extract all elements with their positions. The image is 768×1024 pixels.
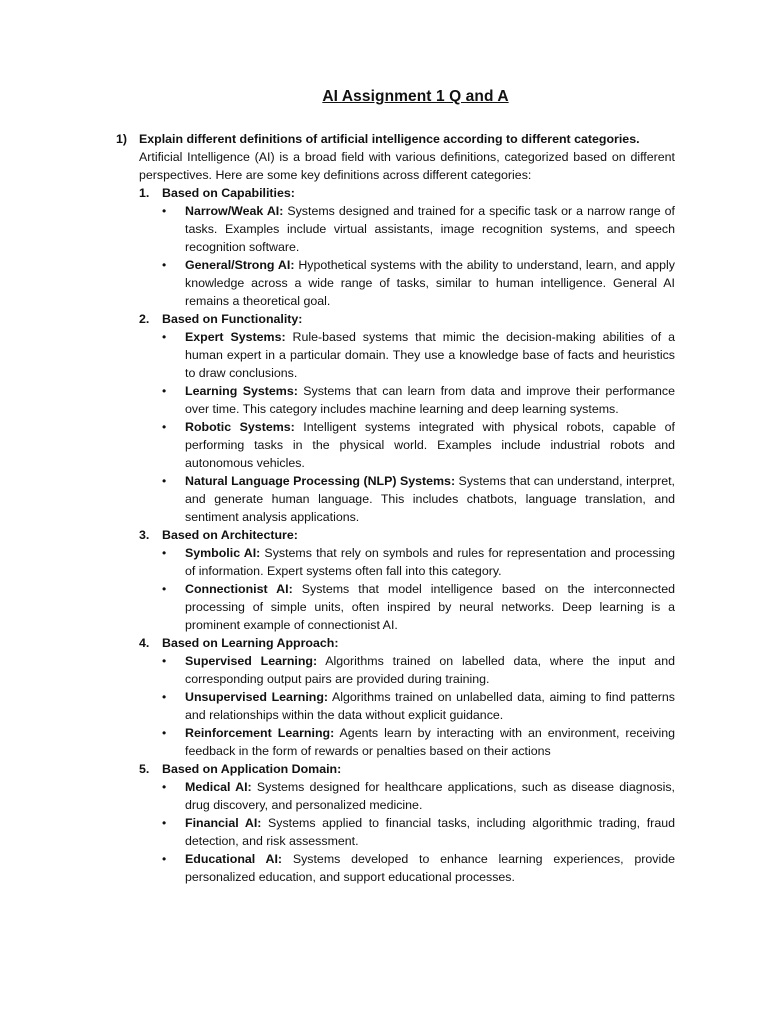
answer-intro: Artificial Intelligence (AI) is a broad field with various definitions, categorized based on different perspectives. Here are some key definitions across different categories: [139, 150, 675, 182]
bullet-icon: • [162, 816, 167, 830]
category-title: Based on Application Domain: [162, 762, 342, 776]
item-term: Natural Language Processing (NLP) Systems: [185, 474, 456, 488]
category-application-domain [139, 760, 675, 886]
list-item [162, 814, 675, 850]
list-item [162, 202, 675, 256]
item-text: Systems that model intelligence based on the interconnected processing of simple units, often inspired by neural networks. Deep learning is a prominent example of connectionist AI. [185, 582, 675, 632]
bullet-icon: • [162, 852, 167, 866]
category-architecture [139, 526, 675, 634]
item-text: Systems that can learn from data and improve their performance over time. This category includes machine learning and deep learning systems. [185, 384, 675, 416]
bullet-icon: • [162, 420, 167, 434]
list-item [162, 580, 675, 634]
category-title: Based on Learning Approach: [162, 636, 339, 650]
item-text: Systems designed for healthcare applications, such as disease diagnosis, drug discovery, and personalized medicine. [185, 780, 676, 812]
category-number: 3. [139, 528, 150, 542]
item-text: Systems developed to enhance learning experiences, provide personalized education, and support educational processes. [185, 852, 675, 884]
question-number: 1) [116, 132, 128, 146]
list-item [162, 724, 675, 760]
bullet-icon: • [162, 582, 167, 596]
item-text: Systems applied to financial tasks, including algorithmic trading, fraud detection, and risk assessment. [185, 816, 675, 848]
item-term: Supervised Learning: [185, 654, 318, 668]
bullet-icon: • [162, 690, 167, 704]
item-term: Robotic Systems: [185, 420, 295, 434]
category-number: 2. [139, 312, 150, 326]
category-heading [139, 760, 675, 778]
bullet-icon: • [162, 258, 167, 272]
category-heading [139, 634, 675, 652]
item-term: Symbolic AI: [185, 546, 261, 560]
bullet-icon: • [162, 474, 167, 488]
item-term: Financial AI: [185, 816, 262, 830]
list-item [162, 652, 675, 688]
list-item [162, 688, 675, 724]
bullet-icon: • [162, 384, 167, 398]
category-number: 4. [139, 636, 150, 650]
item-term: Educational AI: [185, 852, 283, 866]
bullet-icon: • [162, 780, 167, 794]
bullet-icon: • [162, 654, 167, 668]
item-term: Expert Systems: [185, 330, 286, 344]
document-title: AI Assignment 1 Q and A [322, 88, 509, 105]
category-number: 5. [139, 762, 150, 776]
list-item [162, 544, 675, 580]
bullet-icon: • [162, 546, 167, 560]
item-text: Systems that rely on symbols and rules for representation and processing of information. Expert systems often fall into this category. [185, 546, 676, 578]
item-text: Intelligent systems integrated with physical robots, capable of performing tasks in the physical world. Examples include industrial robots and autonomous vehicles. [185, 420, 676, 470]
item-term: Connectionist AI: [185, 582, 293, 596]
category-number: 1. [139, 186, 150, 200]
list-item [162, 778, 675, 814]
category-title: Based on Functionality: [162, 312, 303, 326]
item-text: Systems that can understand, interpret, and generate human language. This includes chatbots, language translation, and sentiment analysis applications. [185, 474, 675, 524]
item-text: Agents learn by interacting with an environment, receiving feedback in the form of rewards or penalties based on their actions [185, 726, 675, 758]
item-text: Algorithms trained on labelled data, where the input and corresponding output pairs are provided during training. [185, 654, 675, 686]
category-title: Based on Architecture: [162, 528, 298, 542]
category-learning-approach [139, 634, 675, 760]
category-title: Based on Capabilities: [162, 186, 295, 200]
category-capabilities [139, 184, 675, 310]
list-item [162, 256, 675, 310]
bullet-icon: • [162, 330, 167, 344]
list-item [162, 472, 675, 526]
category-heading [139, 526, 675, 544]
bullet-icon: • [162, 726, 167, 740]
item-term: Learning Systems: [185, 384, 298, 398]
item-text: Hypothetical systems with the ability to understand, learn, and apply knowledge across a wide range of tasks, similar to human intelligence. General AI remains a theoretical goal. [185, 258, 675, 308]
question-text: Explain different definitions of artificial intelligence according to different categories. [139, 132, 640, 146]
category-functionality [139, 310, 675, 526]
category-heading [139, 310, 675, 328]
bullet-icon: • [162, 204, 167, 218]
list-item [162, 418, 675, 472]
item-term: Unsupervised Learning: [185, 690, 329, 704]
item-text: Systems designed and trained for a specific task or a narrow range of tasks. Examples include virtual assistants, image recognition systems, and speech recognition software. [185, 204, 675, 254]
item-term: General/Strong AI: [185, 258, 295, 272]
list-item [162, 328, 675, 382]
question-heading [116, 130, 675, 148]
item-text: Algorithms trained on unlabelled data, aiming to find patterns and relationships within the data without explicit guidance. [185, 690, 675, 722]
item-text: Rule-based systems that mimic the decision-making abilities of a human expert in a particular domain. They use a knowledge base of facts and heuristics to draw conclusions. [185, 330, 675, 380]
item-term: Medical AI: [185, 780, 252, 794]
list-item [162, 850, 675, 886]
item-term: Narrow/Weak AI: [185, 204, 284, 218]
category-heading [139, 184, 675, 202]
item-term: Reinforcement Learning: [185, 726, 335, 740]
list-item [162, 382, 675, 418]
